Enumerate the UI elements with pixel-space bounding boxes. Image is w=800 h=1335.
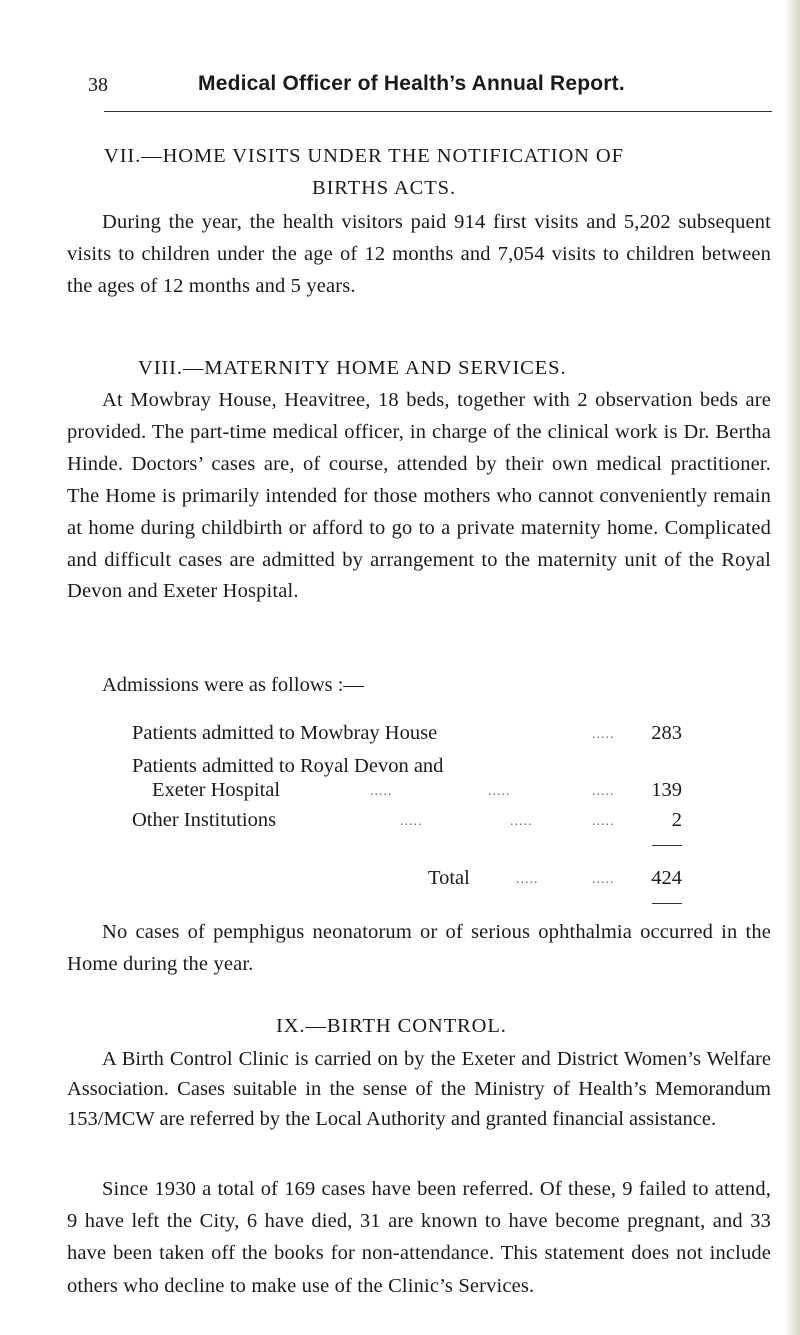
admission-value-other: 2: [671, 809, 682, 831]
page-number: 38: [88, 74, 108, 96]
total-label: Total: [428, 867, 470, 889]
leader-dots: .....: [592, 727, 615, 742]
leader-dots: .....: [592, 814, 615, 829]
total-rule-top: [652, 845, 682, 846]
page-edge-shadow: [784, 0, 800, 1335]
admission-label-royal-devon: Patients admitted to Royal Devon and: [132, 755, 444, 777]
leader-dots: .....: [516, 872, 539, 887]
page-header: [68, 74, 774, 106]
total-value: 424: [651, 867, 682, 889]
leader-dots: .....: [370, 784, 393, 799]
total-rule-bottom: [652, 903, 682, 904]
maternity-home-paragraph: At Mowbray House, Heavitree, 18 beds, together with 2 observation beds are provided. The part-time medical officer, in charge of the clinical work is Dr. Bertha Hinde. Doctors’ cases are, of course, attended by their own medical practitioner. The Home is primarily intended for those mothers who cannot conveniently remain at home during childbirth or afford to go to a private maternity home. Complicated and difficult cases are admitted by arrangement to the maternity unit of the Royal Devon and Exeter Hospital.: [67, 389, 771, 603]
home-visits-paragraph: During the year, the health visitors paid 914 first visits and 5,202 subsequent visits to children under the age of 12 months and 7,054 visits to children between the ages of 12 months and 5 years.: [67, 211, 771, 298]
running-title: Medical Officer of Health’s Annual Report.: [198, 72, 625, 95]
leader-dots: .....: [400, 814, 423, 829]
admission-label-mowbray: Patients admitted to Mowbray House: [132, 722, 438, 744]
admission-value-mowbray: 283: [651, 722, 682, 744]
section-heading-maternity-home: VIII.—MATERNITY HOME AND SERVICES.: [138, 357, 567, 379]
section-heading-birth-control: IX.—BIRTH CONTROL.: [276, 1015, 507, 1037]
admission-label-royal-devon-line2: Exeter Hospital: [152, 779, 281, 801]
section-heading-home-visits-line2: BIRTHS ACTS.: [312, 177, 456, 199]
maternity-closing-paragraph: No cases of pemphigus neonatorum or of serious ophthalmia occurred in the Home during the year.: [67, 921, 771, 976]
header-rule: [104, 111, 772, 112]
section-heading-home-visits: VII.—HOME VISITS UNDER THE NOTIFICATION OF: [104, 145, 624, 167]
leader-dots: .....: [592, 872, 615, 887]
leader-dots: .....: [592, 784, 615, 799]
leader-dots: .....: [488, 784, 511, 799]
admissions-intro: Admissions were as follows :—: [102, 674, 364, 696]
leader-dots: .....: [510, 814, 533, 829]
admission-label-other: Other Institutions: [132, 809, 277, 831]
birth-control-paragraph-2: Since 1930 a total of 169 cases have been referred. Of these, 9 failed to attend, 9 have left the City, 6 have died, 31 are known to have become pregnant, and 33 have been taken off the books for non-attendance. This statement does not include others who decline to make use of the Clinic’s Services.: [67, 1178, 771, 1297]
admission-value-royal-devon: 139: [651, 779, 682, 801]
birth-control-paragraph-1: A Birth Control Clinic is carried on by the Exeter and District Women’s Welfare Association. Cases suitable in the sense of the Ministry of Health’s Memorandum 153/MCW are referred by the Local Authority and granted financial assistance.: [67, 1048, 771, 1130]
